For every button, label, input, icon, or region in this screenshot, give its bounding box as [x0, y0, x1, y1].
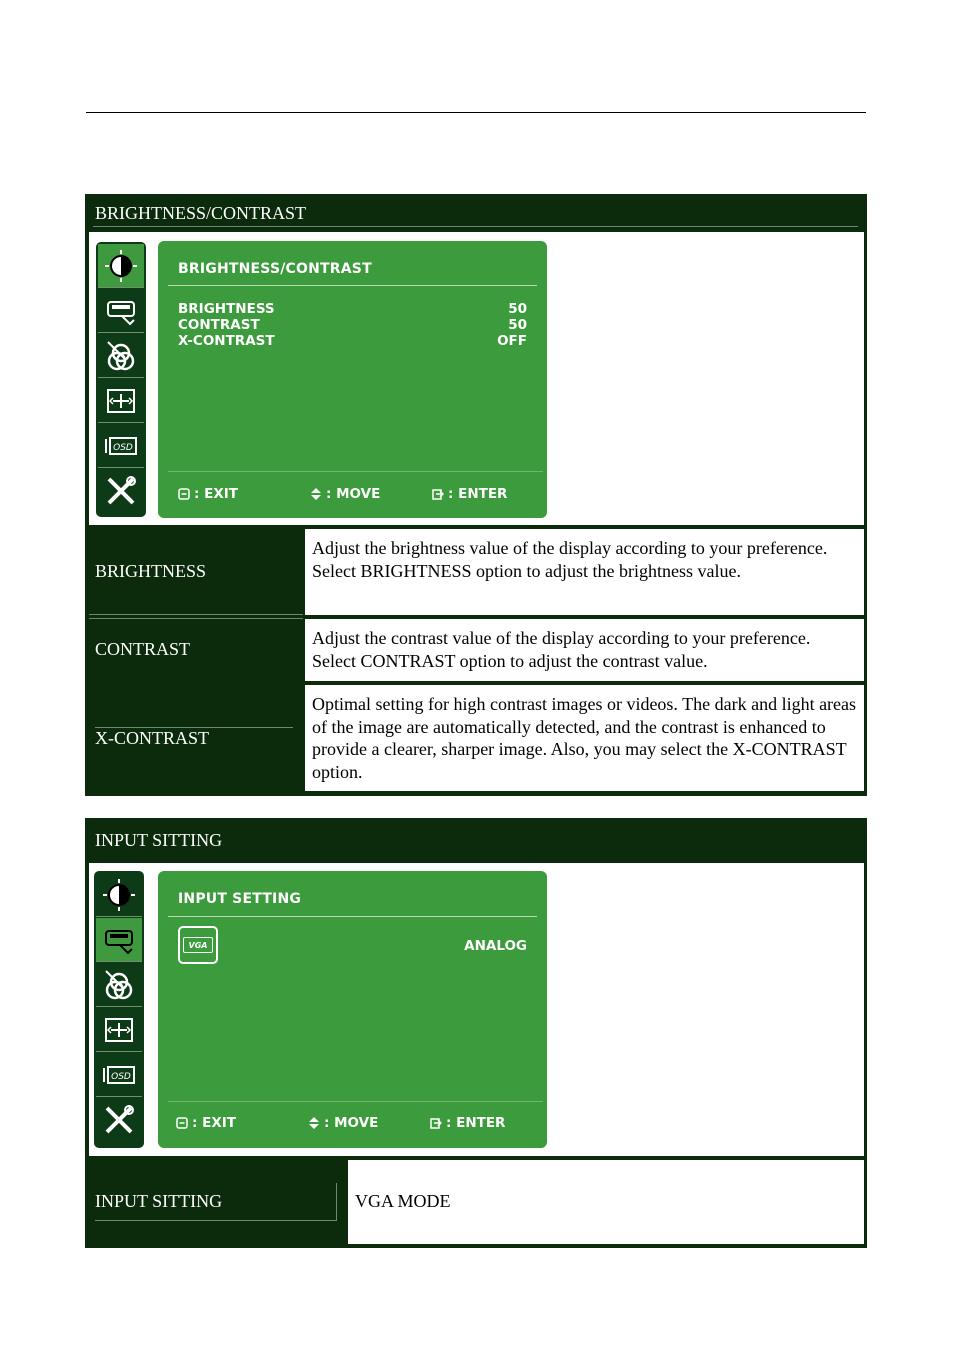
osd-footer-divider [168, 471, 543, 472]
row-desc-brightness: Adjust the brightness value of the display according to your preference. Select BRIGHTNESS option to adjust the brightness value. [305, 529, 864, 615]
row-label-contrast: CONTRAST [95, 639, 191, 659]
color-icon[interactable] [98, 334, 144, 378]
row-desc-input-sitting: VGA MODE [348, 1160, 864, 1244]
osd-icon-strip [96, 242, 146, 517]
osd-item-x-contrast[interactable]: X-CONTRAST [178, 333, 275, 349]
input-icon[interactable] [98, 289, 144, 333]
osd-screenshot-area [89, 863, 864, 1156]
osd-icon[interactable] [96, 1053, 142, 1097]
row-desc-x-contrast: Optimal setting for high contrast images or videos. The dark and light areas of the image are automatically detected, and the contrast is enhanced to provide a clearer, sharper image. Also, you may select the X-CONTRAST option. [305, 685, 864, 791]
osd-icon-strip [94, 871, 144, 1148]
osd-menu [158, 871, 547, 1148]
row-label-input-sitting: INPUT SITTING [95, 1191, 223, 1211]
osd-exit-hint: : EXIT [176, 1115, 236, 1131]
osd-divider [168, 285, 537, 286]
enter-icon [432, 488, 444, 500]
row-divider [89, 618, 303, 619]
title-underline [93, 226, 858, 227]
vga-connector-icon[interactable] [178, 926, 218, 964]
row-label-x-contrast: X-CONTRAST [95, 728, 210, 748]
up-down-arrow-icon [310, 488, 322, 500]
osd-title: BRIGHTNESS/CONTRAST [178, 261, 372, 277]
position-icon[interactable] [96, 1008, 142, 1052]
vga-badge: VGA [183, 937, 213, 953]
osd-move-hint: : MOVE [308, 1115, 378, 1131]
osd-item-brightness[interactable]: BRIGHTNESS [178, 301, 275, 317]
osd-divider [168, 916, 537, 917]
header-rule [86, 112, 866, 113]
svg-text:OSD: OSD [113, 442, 133, 453]
osd-menu [158, 241, 547, 518]
osd-footer-divider [168, 1101, 543, 1102]
osd-value-contrast: 50 [508, 317, 527, 333]
exit-icon [178, 488, 190, 500]
position-icon[interactable] [98, 379, 144, 423]
row-label-brightness: BRIGHTNESS [95, 561, 207, 581]
exit-icon [176, 1117, 188, 1129]
osd-title: INPUT SETTING [178, 891, 302, 907]
brightness-icon[interactable] [96, 873, 142, 917]
osd-screenshot-area [89, 232, 864, 525]
osd-enter-hint: : ENTER [432, 486, 507, 502]
row-divider [89, 614, 303, 615]
setup-icon[interactable] [98, 469, 144, 513]
osd-value-input: ANALOG [464, 938, 527, 954]
input-icon[interactable] [96, 918, 142, 962]
brightness-contrast-panel [85, 194, 867, 796]
panel-title: INPUT SITTING [95, 830, 223, 850]
row-desc-contrast: Adjust the contrast value of the display according to your preference. Select CONTRAST option to adjust the contrast value. [305, 619, 864, 681]
osd-item-contrast[interactable]: CONTRAST [178, 317, 260, 333]
svg-text:OSD: OSD [111, 1071, 131, 1082]
osd-move-hint: : MOVE [310, 486, 380, 502]
osd-icon[interactable] [98, 424, 144, 468]
enter-icon [430, 1117, 442, 1129]
panel-title: BRIGHTNESS/CONTRAST [95, 203, 307, 223]
osd-value-x-contrast: OFF [497, 333, 527, 349]
osd-exit-hint: : EXIT [178, 486, 238, 502]
input-setting-panel [85, 818, 867, 1248]
osd-enter-hint: : ENTER [430, 1115, 505, 1131]
osd-value-brightness: 50 [508, 301, 527, 317]
setup-icon[interactable] [96, 1098, 142, 1142]
up-down-arrow-icon [308, 1117, 320, 1129]
color-icon[interactable] [96, 963, 142, 1007]
brightness-icon[interactable] [98, 244, 144, 288]
